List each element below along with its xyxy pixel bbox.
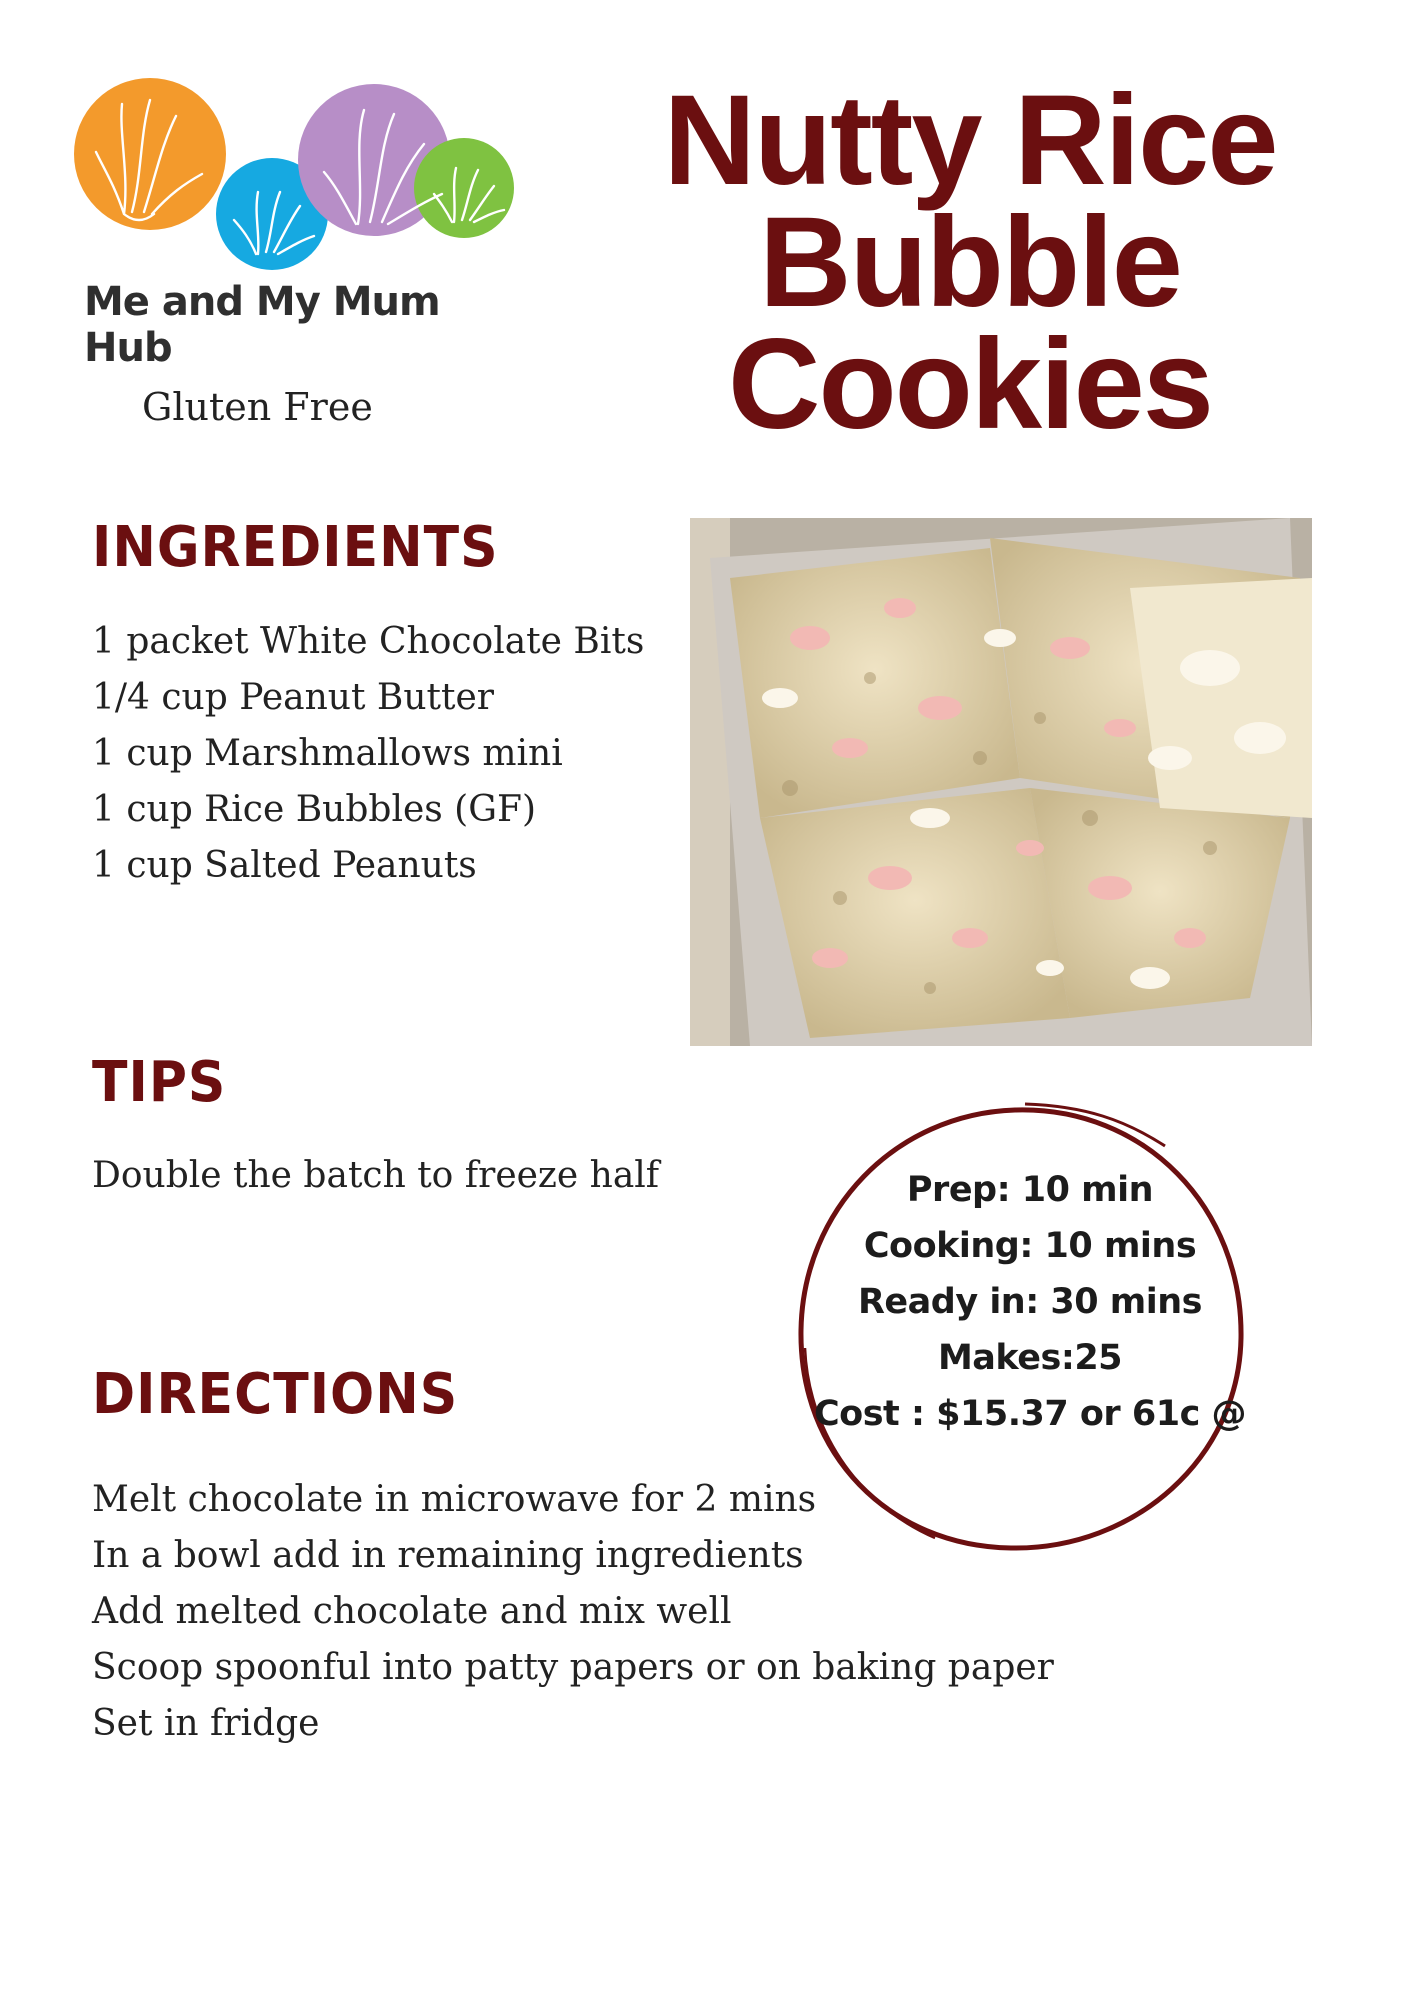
- ingredients-heading: INGREDIENTS: [92, 515, 499, 580]
- direction-step: In a bowl add in remaining ingredients: [92, 1535, 804, 1576]
- logo: [74, 74, 514, 371]
- cooking-time: Cooking: 10 mins: [863, 1226, 1197, 1266]
- ready-time: Ready in: 30 mins: [857, 1282, 1203, 1322]
- title-line-3: Cookies: [728, 313, 1212, 456]
- directions-list: [92, 1472, 1054, 1752]
- cost: Cost : $15.37 or 61c @: [813, 1394, 1247, 1434]
- ingredients-list: [92, 614, 644, 894]
- direction-step: Set in fridge: [92, 1703, 320, 1744]
- ingredient-item: 1 cup Rice Bubbles (GF): [92, 789, 537, 830]
- ingredient-item: 1 cup Marshmallows mini: [92, 733, 563, 774]
- gluten-free-tag: Gluten Free: [142, 385, 373, 429]
- direction-step: Add melted chocolate and mix well: [92, 1591, 732, 1632]
- recipe-title: [600, 69, 1340, 456]
- ingredient-item: 1/4 cup Peanut Butter: [92, 677, 494, 718]
- makes-count: Makes:25: [937, 1338, 1123, 1378]
- logo-circles: [74, 74, 514, 274]
- title-line-2: Bubble: [759, 191, 1181, 334]
- direction-step: Scoop spoonful into patty papers or on baking paper: [92, 1647, 1054, 1688]
- brand-name: Me and My Mum Hub: [84, 279, 440, 371]
- recipe-stats: [810, 1162, 1250, 1442]
- tips-heading: TIPS: [92, 1050, 227, 1115]
- prep-time: Prep: 10 min: [906, 1170, 1154, 1210]
- directions-heading: DIRECTIONS: [92, 1362, 459, 1427]
- direction-step: Melt chocolate in microwave for 2 mins: [92, 1479, 817, 1520]
- title-line-1: Nutty Rice: [663, 69, 1277, 212]
- cookies-photo: [690, 518, 1312, 1046]
- tips-text: Double the batch to freeze half: [92, 1155, 660, 1196]
- ingredient-item: 1 cup Salted Peanuts: [92, 845, 477, 886]
- ingredient-item: 1 packet White Chocolate Bits: [92, 621, 645, 662]
